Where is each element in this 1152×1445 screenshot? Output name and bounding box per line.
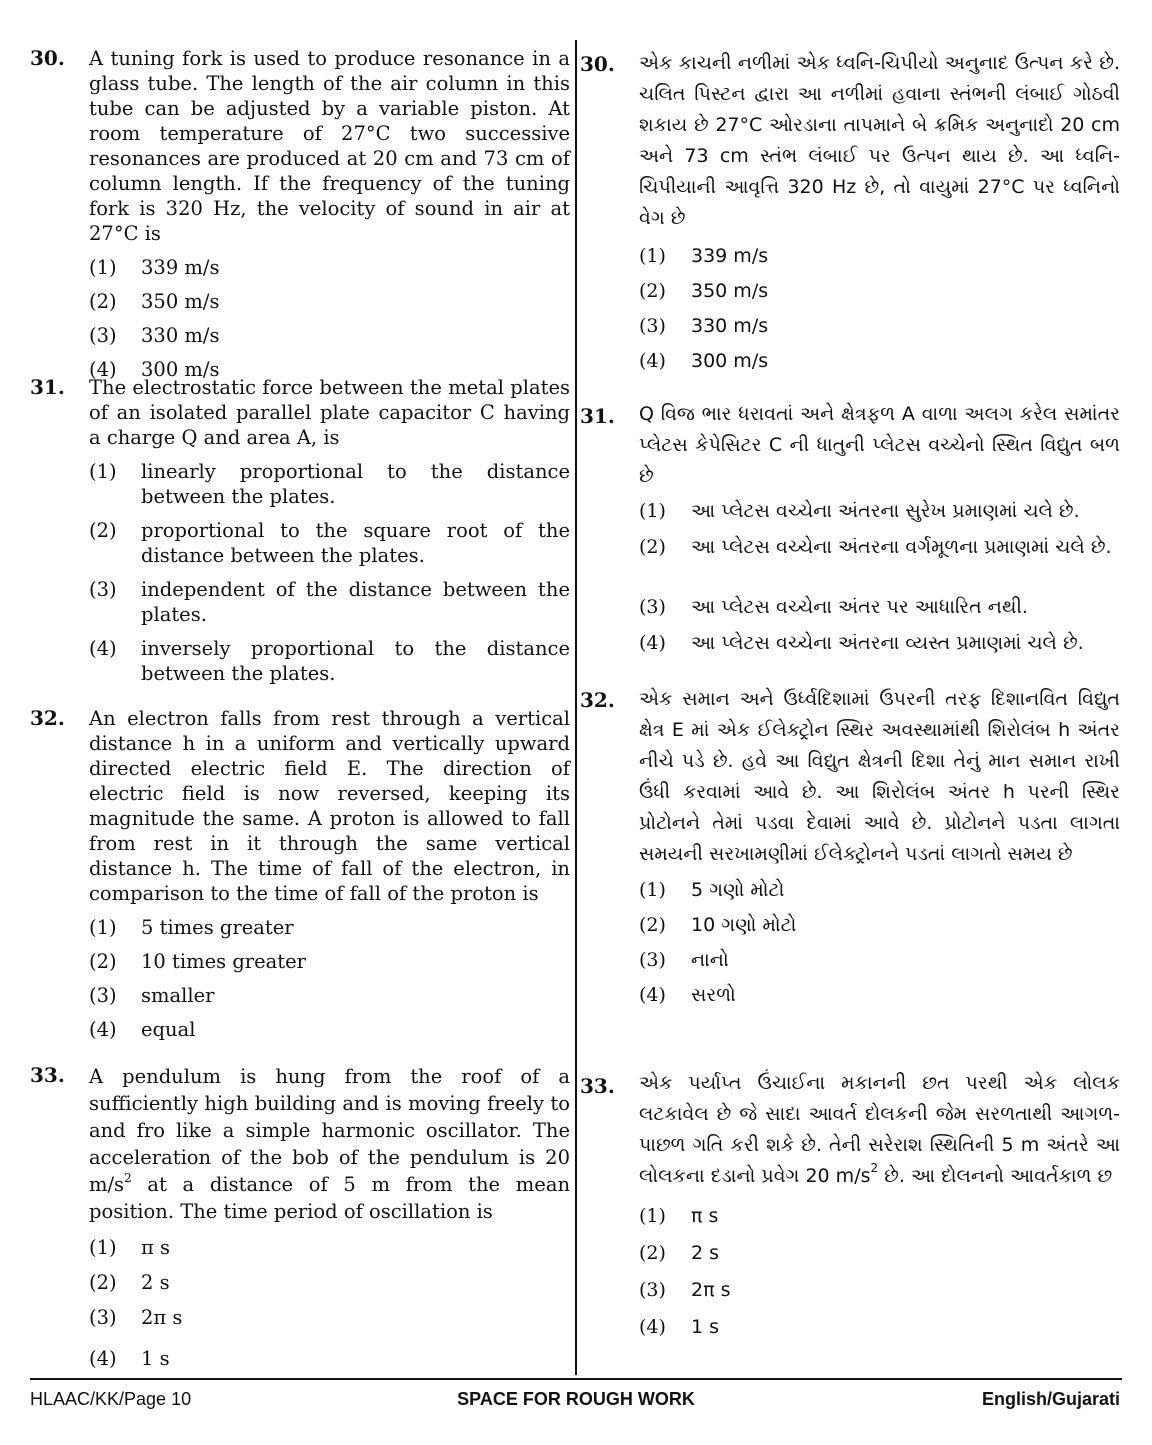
column-divider [575, 40, 577, 1375]
footer-rule [30, 1378, 1122, 1380]
option[interactable]: (1) 339 m/s [89, 256, 220, 279]
rough-work-label: SPACE FOR ROUGH WORK [457, 1389, 695, 1409]
option[interactable]: (3) smaller [89, 984, 215, 1007]
page-code: HLAAC/KK/Page 10 [30, 1389, 192, 1409]
option[interactable]: (4) 1 s [639, 1316, 720, 1338]
option[interactable]: (4) 1 s [89, 1347, 170, 1370]
question-30-en [30, 46, 570, 391]
option[interactable]: (4) 300 m/s [89, 358, 220, 381]
option[interactable]: (4) 300 m/s [639, 350, 769, 372]
option[interactable]: (4) સરળો [639, 984, 736, 1006]
question-number: 31. [30, 375, 65, 399]
question-number: 32. [580, 688, 615, 712]
option[interactable]: (1) આ પ્લેટસ વચ્ચેના અંતરના સુરેખ પ્રમાણમાં ચલે છે. [639, 500, 1080, 522]
question-32-en [30, 706, 570, 1051]
option[interactable]: (4) આ પ્લેટસ વચ્ચેના અંતરના વ્યસ્ત પ્રમાણમાં ચલે છે. [639, 632, 1084, 654]
option[interactable]: (4) equal [89, 1018, 196, 1041]
question-number: 33. [30, 1063, 65, 1087]
question-text: An electron falls from rest through a vertical distance h in a uniform and vertically upward directed electric field E. The direction of electric field is now reversed, keeping its magnitude the same. A proton is allowed to fall from rest in it through the same vertical distance h. The time of fall of the electron, in comparison to the time of fall of the proton is [89, 707, 570, 905]
question-32-gu [580, 684, 1120, 1018]
question-number: 30. [580, 52, 615, 76]
option[interactable]: (2) 350 m/s [89, 290, 220, 313]
option[interactable]: (1) linearly proportional to the distance between the plates. [89, 460, 570, 508]
option[interactable]: (2) આ પ્લેટસ વચ્ચેના અંતરના વર્ગમૂળના પ્રમાણમાં ચલે છે. [639, 536, 1112, 558]
option[interactable]: (3) independent of the distance between the plates. [89, 578, 570, 626]
question-30-gu [580, 48, 1120, 384]
option[interactable]: (4) inversely proportional to the distance between the plates. [89, 637, 570, 685]
question-text: એક પર્યાપ્ત ઉંચાઈના મકાનની છત પરથી એક લોલક લટકાવેલ છે જે સાદા આવર્ત દોલકની જેમ સરળતાથી આગળ-પાછળ ગતિ કરી શકે છે. તેની સરેરાશ સ્થિતિની 5 m અંતરે આ લોલકના દડાનો પ્રવેગ 20 $m/s^2$ છે. આ દોલનનો આવર્તકાળ છ [639, 1072, 1120, 1187]
question-33-gu [580, 1068, 1120, 1350]
question-31-en [30, 375, 570, 688]
option[interactable]: (3) 2π s [89, 1306, 183, 1329]
option[interactable]: (1) π s [89, 1236, 171, 1259]
option[interactable]: (2) 2 s [639, 1242, 720, 1264]
question-33-en [30, 1063, 570, 1381]
question-number: 30. [30, 46, 65, 70]
question-text: A pendulum is hung from the roof of a sufficiently high building and is moving freely to and fro like a simple harmonic oscillator. The acceleration of the bob of the pendulum is 20 $m/s^2$ at a distance of 5 m from the mean position. The time period of oscillation is [89, 1065, 570, 1223]
option[interactable]: (2) proportional to the square root of the distance between the plates. [89, 519, 570, 567]
option[interactable]: (2) 10 times greater [89, 950, 306, 973]
option[interactable]: (3) 2π s [639, 1279, 731, 1301]
question-number: 31. [580, 404, 615, 428]
question-31-gu [580, 399, 1120, 667]
question-text: એક કાચની નળીમાં એક ધ્વનિ-ચિપીયો અનુનાદ ઉત્પન કરે છે. ચલિત પિસ્ટન દ્વારા આ નળીમાં હવાના સ્તંભની લંબાઈ ગોઠવી શકાય છે 27°C ઓરડાના તાપમાને બે ક્રમિક અનુનાદો 20 cm અને 73 cm સ્તંભ લંબાઈ પર ઉત્પન થાય છે. આ ધ્વનિ-ચિપીયાની આવૃત્તિ 320 Hz છે, તો વાયુમાં 27°C પર ધ્વનિનો વેગ છે [639, 52, 1120, 229]
option[interactable]: (1) 5 ગણો મોટો [639, 879, 785, 901]
option[interactable]: (2) 10 ગણો મોટો [639, 914, 797, 936]
option[interactable]: (1) 339 m/s [639, 245, 769, 267]
option[interactable]: (2) 350 m/s [639, 280, 769, 302]
question-text: એક સમાન અને ઉર્ધ્વદિશામાં ઉપરની તરફ દિશાનવિત વિદ્યુત ક્ષેત્ર E માં એક ઈલેક્ટ્રોન સ્થિર અવસ્થામાંથી શિરોલંબ h અંતર નીચે પડે છે. હવે આ વિદ્યુત ક્ષેત્રની દિશા તેનું માન સમાન રાખી ઉંધી કરવામાં આવે છે. આ શિરોલંબ અંતર h પરની સ્થિર પ્રોટોનને તેમાં પડવા દેવામાં આવે છે. પ્રોટોનને પડતા લાગતા સમયની સરખામણીમાં ઈલેક્ટ્રોનને પડતાં લાગતો સમય છે [639, 688, 1120, 865]
option[interactable]: (3) નાનો [639, 949, 729, 971]
question-text: A tuning fork is used to produce resonance in a glass tube. The length of the air column in this tube can be adjusted by a variable piston. At room temperature of 27°C two successive resonances are produced at 20 cm and 73 cm of column length. If the frequency of the tuning fork is 320 Hz, the velocity of sound in air at 27°C is [89, 47, 570, 245]
question-number: 33. [580, 1074, 615, 1098]
option[interactable]: (1) 5 times greater [89, 916, 294, 939]
question-text: The electrostatic force between the metal plates of an isolated parallel plate capacitor C having a charge Q and area A, is [89, 376, 570, 449]
option[interactable]: (3) 330 m/s [89, 324, 220, 347]
question-text: Q વિજ ભાર ધરાવતાં અને ક્ષેત્રફળ A વાળા અલગ કરેલ સમાંતર પ્લેટસ કેપેસિટર C ની ધાતુની પ્લેટસ વચ્ચેનો સ્થિત વિદ્યુત બળ છે [639, 403, 1120, 487]
language-label: English/Gujarati [981, 1389, 1120, 1409]
question-number: 32. [30, 706, 65, 730]
option[interactable]: (3) 330 m/s [639, 315, 769, 337]
option[interactable]: (1) π s [639, 1205, 719, 1227]
option[interactable]: (3) આ પ્લેટસ વચ્ચેના અંતર પર આધારિત નથી. [639, 596, 1028, 618]
option[interactable]: (2) 2 s [89, 1271, 170, 1294]
